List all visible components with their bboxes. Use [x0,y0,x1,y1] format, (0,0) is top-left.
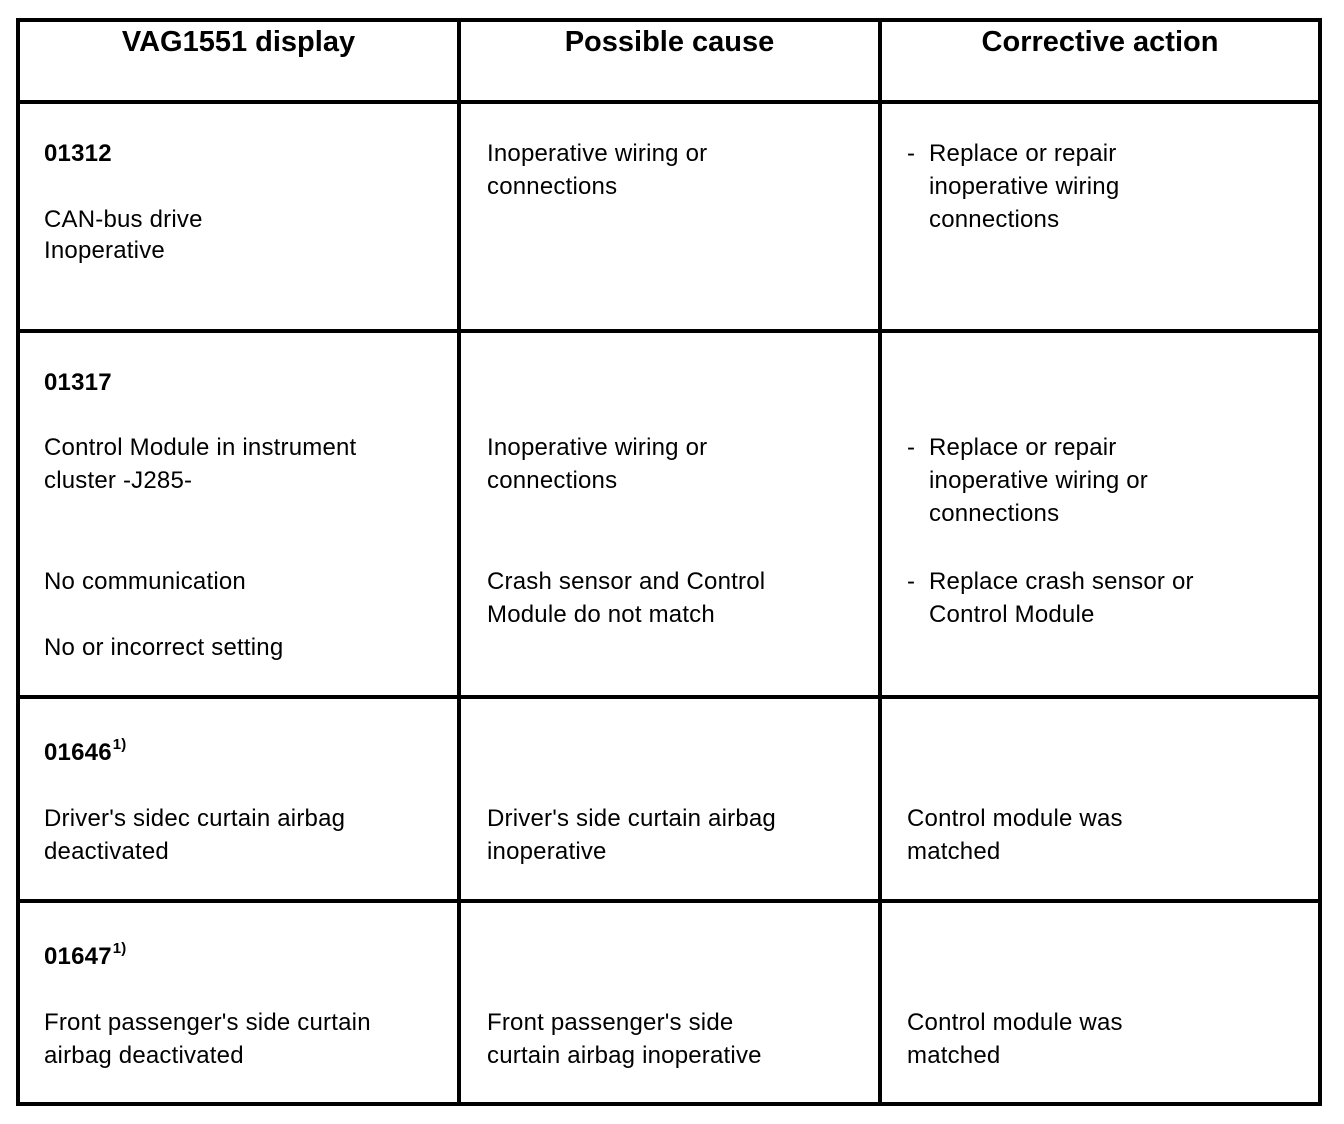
fault-code: 01647$^{1)}$ [44,940,127,970]
corrective-action: Replace or repair inoperative wiring connections [929,140,1120,233]
corrective-action: Replace crash sensor or Control Module [929,568,1194,628]
row-divider-header [16,100,1322,104]
row-divider-1 [16,329,1322,333]
column-divider-1 [457,18,461,1106]
header-vag1551-display: VAG1551 display [121,26,356,58]
fault-code: 01312 [44,140,112,167]
fault-description: Driver's sidec curtain airbag deactivated [44,805,346,865]
fault-code: 01646$^{1)}$ [44,736,127,766]
bullet-dash: - [907,568,915,595]
footnote-marker: 1) [112,940,127,957]
fault-condition: No or incorrect setting [44,634,284,661]
fault-description: Front passenger's side curtain airbag deactivated [44,1009,371,1069]
fault-code: 01317 [44,369,112,396]
fault-description: CAN-bus drive Inoperative [44,206,203,264]
corrective-action: Control module was matched [907,1009,1123,1069]
possible-cause: Inoperative wiring or connections [487,140,708,200]
row-divider-3 [16,899,1322,903]
row-divider-2 [16,695,1322,699]
footnote-marker: 1) [112,736,127,753]
header-possible-cause: Possible cause [564,26,775,58]
fault-condition: No communication [44,568,246,595]
bullet-dash: - [907,434,915,461]
header-corrective-action: Corrective action [981,26,1219,58]
corrective-action: Control module was matched [907,805,1123,865]
possible-cause: Driver's side curtain airbag inoperative [487,805,776,865]
bullet-dash: - [907,140,915,167]
possible-cause: Front passenger's side curtain airbag inoperative [487,1009,762,1069]
column-divider-2 [878,18,882,1106]
possible-cause: Crash sensor and Control Module do not match [487,568,766,628]
possible-cause: Inoperative wiring or connections [487,434,708,494]
fault-description: Control Module in instrument cluster -J285- [44,434,357,494]
corrective-action: Replace or repair inoperative wiring or connections [929,434,1148,527]
